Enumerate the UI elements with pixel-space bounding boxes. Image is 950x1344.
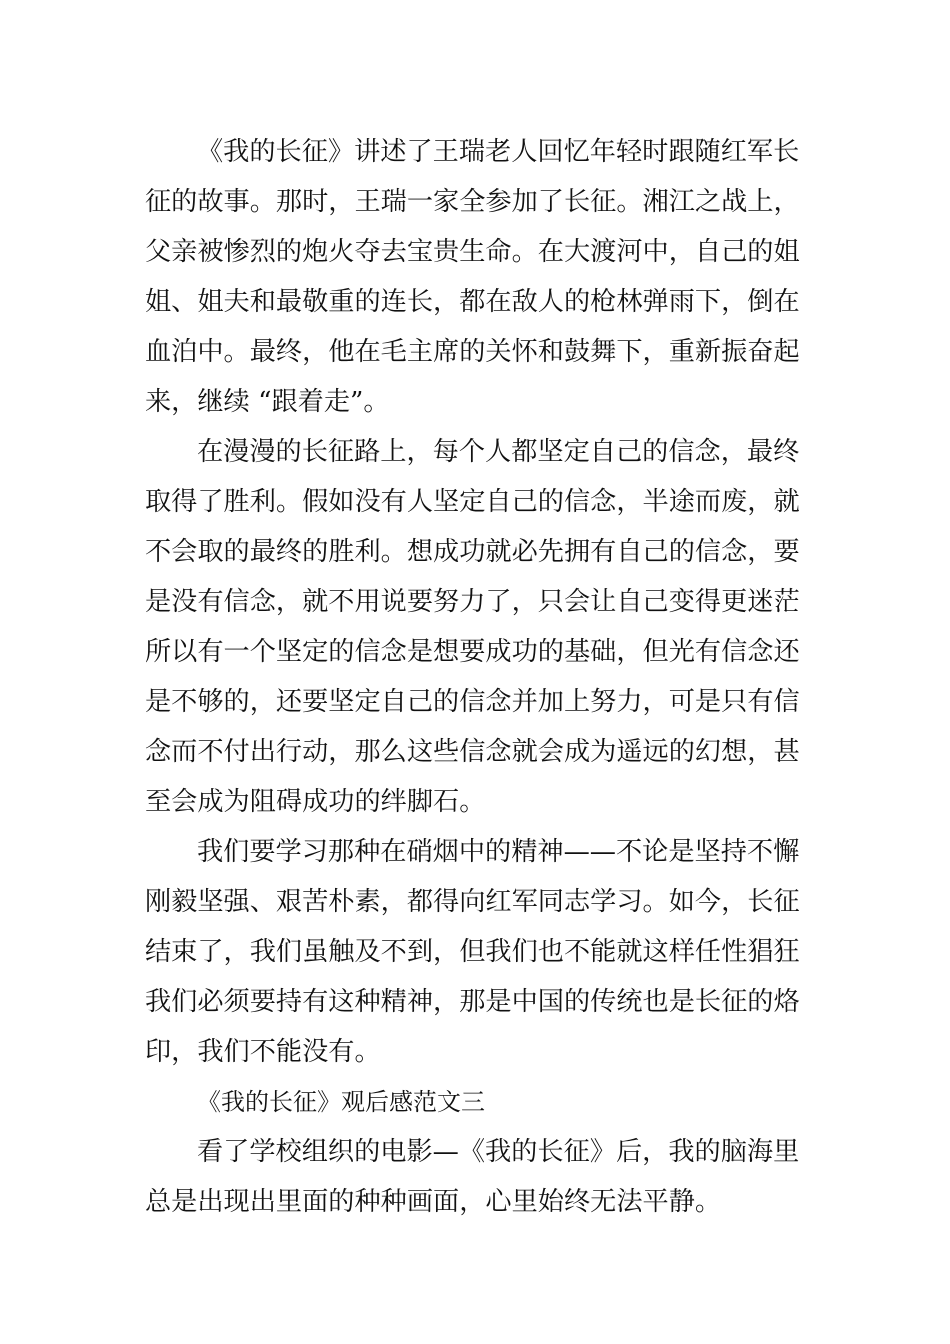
- paragraph-2-line-8: 至会成为阻碍成功的绊脚石。: [145, 787, 486, 817]
- paragraph-3-line-4: 我们必须要持有这种精神，那是中国的传统也是长征的烙: [145, 987, 800, 1017]
- paragraph-2-line-7: 念而不付出行动，那么这些信念就会成为遥远的幻想，甚: [145, 737, 800, 767]
- paragraph-2-line-1: 在漫漫的长征路上，每个人都坚定自己的信念，最终: [197, 437, 800, 467]
- paragraph-1-line-3: 父亲被惨烈的炮火夺去宝贵生命。在大渡河中，自己的姐: [145, 237, 800, 267]
- paragraph-4-line-2: 总是出现出里面的种种画面，心里始终无法平静。: [145, 1187, 722, 1217]
- paragraph-2-line-4: 是没有信念，就不用说要努力了，只会让自己变得更迷茫: [145, 587, 800, 617]
- paragraph-3-line-2: 刚毅坚强、艰苦朴素，都得向红军同志学习。如今，长征: [145, 887, 800, 917]
- paragraph-4-line-1: 看了学校组织的电影—《我的长征》后，我的脑海里: [197, 1137, 800, 1167]
- paragraph-3-line-1: 我们要学习那种在硝烟中的精神——不论是坚持不懈: [197, 837, 800, 867]
- paragraph-2-line-5: 所以有一个坚定的信念是想要成功的基础，但光有信念还: [145, 637, 800, 667]
- paragraph-3-line-3: 结束了，我们虽触及不到，但我们也不能就这样任性猖狂: [145, 937, 800, 967]
- paragraph-2-line-6: 是不够的，还要坚定自己的信念并加上努力，可是只有信: [145, 687, 800, 717]
- paragraph-2-line-3: 不会取的最终的胜利。想成功就必先拥有自己的信念，要: [145, 537, 800, 567]
- paragraph-1-line-1: 《我的长征》讲述了王瑞老人回忆年轻时跟随红军长: [197, 137, 800, 167]
- paragraph-2-line-2: 取得了胜利。假如没有人坚定自己的信念，半途而废，就: [145, 487, 800, 517]
- paragraph-1-line-6: 来，继续 “跟着走”。: [145, 387, 390, 417]
- paragraph-1-line-4: 姐、姐夫和最敬重的连长，都在敌人的枪林弹雨下，倒在: [145, 287, 800, 317]
- paragraph-1-line-2: 征的故事。那时，王瑞一家全参加了长征。湘江之战上，: [145, 187, 800, 217]
- section-heading: 《我的长征》观后感范文三: [197, 1088, 485, 1116]
- paragraph-3-line-5: 印，我们不能没有。: [145, 1037, 381, 1067]
- paragraph-1-line-5: 血泊中。最终，他在毛主席的关怀和鼓舞下，重新振奋起: [145, 337, 800, 367]
